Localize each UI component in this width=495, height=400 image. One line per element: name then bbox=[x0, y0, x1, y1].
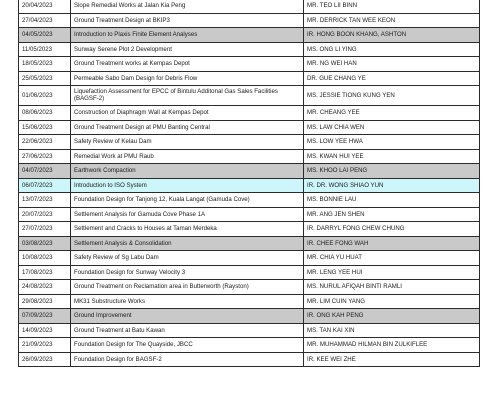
date-cell: 06/07/2023 bbox=[19, 178, 71, 193]
table-row bbox=[19, 28, 480, 43]
date-cell: 11/05/2023 bbox=[19, 42, 71, 57]
date-cell: 01/06/2023 bbox=[19, 86, 71, 106]
date-cell: 24/08/2023 bbox=[19, 280, 71, 295]
title-cell: Ground Treatment works at Kempas Depot bbox=[71, 57, 304, 72]
speaker-cell: MR. LIM CUIN YANG bbox=[304, 294, 480, 309]
title-cell: Introduction to ISO System bbox=[71, 178, 304, 193]
table-row bbox=[19, 149, 480, 164]
date-cell: 20/07/2023 bbox=[19, 207, 71, 222]
table-row bbox=[19, 207, 480, 222]
speaker-cell: MS. LOW YEE HWA bbox=[304, 135, 480, 150]
date-cell: 15/06/2023 bbox=[19, 120, 71, 135]
table-row bbox=[19, 352, 480, 367]
title-cell: Settlement and Cracks to Houses at Taman Merdeka bbox=[71, 222, 304, 237]
date-cell: 14/09/2023 bbox=[19, 323, 71, 338]
speaker-cell: IR. KEE WEI ZHE bbox=[304, 352, 480, 367]
date-cell: 07/09/2023 bbox=[19, 309, 71, 324]
table-row bbox=[19, 106, 480, 121]
speaker-cell: IR. DR. WONG SHIAO YUN bbox=[304, 178, 480, 193]
title-cell: Foundation Design for BAGSF-2 bbox=[71, 352, 304, 367]
speaker-cell: MR. CHIA YU HUAT bbox=[304, 251, 480, 266]
speaker-cell: MS. NURUL AFIQAH BINTI RAMLI bbox=[304, 280, 480, 295]
speaker-cell: MR. TEO LII BINN bbox=[304, 0, 480, 13]
date-cell: 17/08/2023 bbox=[19, 265, 71, 280]
speaker-cell: MS. KWAN HUI YEE bbox=[304, 149, 480, 164]
title-cell: Earthwork Compaction bbox=[71, 164, 304, 179]
title-cell: Safety Review of Kelau Dam bbox=[71, 135, 304, 150]
table-row bbox=[19, 42, 480, 57]
talk-schedule-body bbox=[19, 0, 480, 367]
speaker-cell: MR. ANG JEN SHEN bbox=[304, 207, 480, 222]
speaker-cell: IR. ONG KAH PENG bbox=[304, 309, 480, 324]
title-cell: Introduction to Plaxis Finite Element Analyses bbox=[71, 28, 304, 43]
table-row bbox=[19, 294, 480, 309]
table-row bbox=[19, 265, 480, 280]
table-row bbox=[19, 13, 480, 28]
title-cell: Foundation Design for Tanjong 12, Kuala Langat (Gamuda Cove) bbox=[71, 193, 304, 208]
speaker-cell: MS. BONNIE LAU bbox=[304, 193, 480, 208]
speaker-cell: MS. TAN KAI XIN bbox=[304, 323, 480, 338]
date-cell: 13/07/2023 bbox=[19, 193, 71, 208]
speaker-cell: MS. KHOO LAI PENG bbox=[304, 164, 480, 179]
title-cell: Foundation Design for Sunway Velocity 3 bbox=[71, 265, 304, 280]
table-row bbox=[19, 236, 480, 251]
date-cell: 22/06/2023 bbox=[19, 135, 71, 150]
date-cell: 27/04/2023 bbox=[19, 13, 71, 28]
date-cell: 04/07/2023 bbox=[19, 164, 71, 179]
speaker-cell: MR. MUHAMMAD HILMAN BIN ZULKIFLEE bbox=[304, 338, 480, 353]
table-row bbox=[19, 323, 480, 338]
title-cell: Settlement Analysis & Consolidation bbox=[71, 236, 304, 251]
table-row bbox=[19, 0, 480, 13]
title-cell: Ground Improvement bbox=[71, 309, 304, 324]
speaker-cell: IR. CHEE FONG WAH bbox=[304, 236, 480, 251]
title-cell: Permeable Sabo Dam Design for Debris Flow bbox=[71, 71, 304, 86]
title-cell: Ground Treatment at Batu Kawan bbox=[71, 323, 304, 338]
table-row bbox=[19, 193, 480, 208]
date-cell: 20/04/2023 bbox=[19, 0, 71, 13]
title-cell: Settlement Analysis for Gamuda Cove Phase 1A bbox=[71, 207, 304, 222]
table-row bbox=[19, 71, 480, 86]
table-row bbox=[19, 86, 480, 106]
title-cell: Safety Review of Sg Labu Dam bbox=[71, 251, 304, 266]
table-row bbox=[19, 338, 480, 353]
date-cell: 27/06/2023 bbox=[19, 149, 71, 164]
table-row bbox=[19, 251, 480, 266]
speaker-cell: MS. ONG LI YING bbox=[304, 42, 480, 57]
table-row bbox=[19, 178, 480, 193]
date-cell: 29/08/2023 bbox=[19, 294, 71, 309]
date-cell: 26/09/2023 bbox=[19, 352, 71, 367]
title-cell: Sunway Serene Plot 2 Development bbox=[71, 42, 304, 57]
schedule-sheet bbox=[18, 0, 479, 367]
talk-schedule-table bbox=[18, 0, 480, 367]
title-cell: Ground Treatment Design at PMU Banting Central bbox=[71, 120, 304, 135]
speaker-cell: IR. HONG BOON KHANG, ASHTON bbox=[304, 28, 480, 43]
title-cell: Foundation Design for The Quayside, JBCC bbox=[71, 338, 304, 353]
speaker-cell: MS. LAW CHIA WEN bbox=[304, 120, 480, 135]
table-row bbox=[19, 309, 480, 324]
date-cell: 18/05/2023 bbox=[19, 57, 71, 72]
speaker-cell: DR. GUE CHANG YE bbox=[304, 71, 480, 86]
title-cell: MK31 Substructure Works bbox=[71, 294, 304, 309]
table-row bbox=[19, 57, 480, 72]
table-row bbox=[19, 135, 480, 150]
speaker-cell: MR. NG WEI HAN bbox=[304, 57, 480, 72]
title-cell: Construction of Diaphragm Wall at Kempas Depot bbox=[71, 106, 304, 121]
table-row bbox=[19, 120, 480, 135]
date-cell: 10/08/2023 bbox=[19, 251, 71, 266]
table-row bbox=[19, 222, 480, 237]
speaker-cell: IR. DARRYL FONG CHEW CHUNG bbox=[304, 222, 480, 237]
table-row bbox=[19, 280, 480, 295]
speaker-cell: MS. JESSIE TIONG KUNG YEN bbox=[304, 86, 480, 106]
date-cell: 27/07/2023 bbox=[19, 222, 71, 237]
date-cell: 03/08/2023 bbox=[19, 236, 71, 251]
date-cell: 25/05/2023 bbox=[19, 71, 71, 86]
speaker-cell: MR. LENG YEE HUI bbox=[304, 265, 480, 280]
title-cell: Liquefaction Assessment for EPCC of Bintulu Additonal Gas Sales Facilities (BAGSF-2) bbox=[71, 86, 304, 106]
title-cell: Ground Treatment on Reclamation area in Butterworth (Rayston) bbox=[71, 280, 304, 295]
speaker-cell: MR. DERRICK TAN WEE KEON bbox=[304, 13, 480, 28]
title-cell: Slope Remedial Works at Jalan Kia Peng bbox=[71, 0, 304, 13]
title-cell: Remedial Work at PMU Raub bbox=[71, 149, 304, 164]
date-cell: 04/05/2023 bbox=[19, 28, 71, 43]
table-row bbox=[19, 164, 480, 179]
date-cell: 21/09/2023 bbox=[19, 338, 71, 353]
speaker-cell: MR. CHEANG YEE bbox=[304, 106, 480, 121]
title-cell: Ground Treatment Design at BKIP3 bbox=[71, 13, 304, 28]
date-cell: 08/06/2023 bbox=[19, 106, 71, 121]
